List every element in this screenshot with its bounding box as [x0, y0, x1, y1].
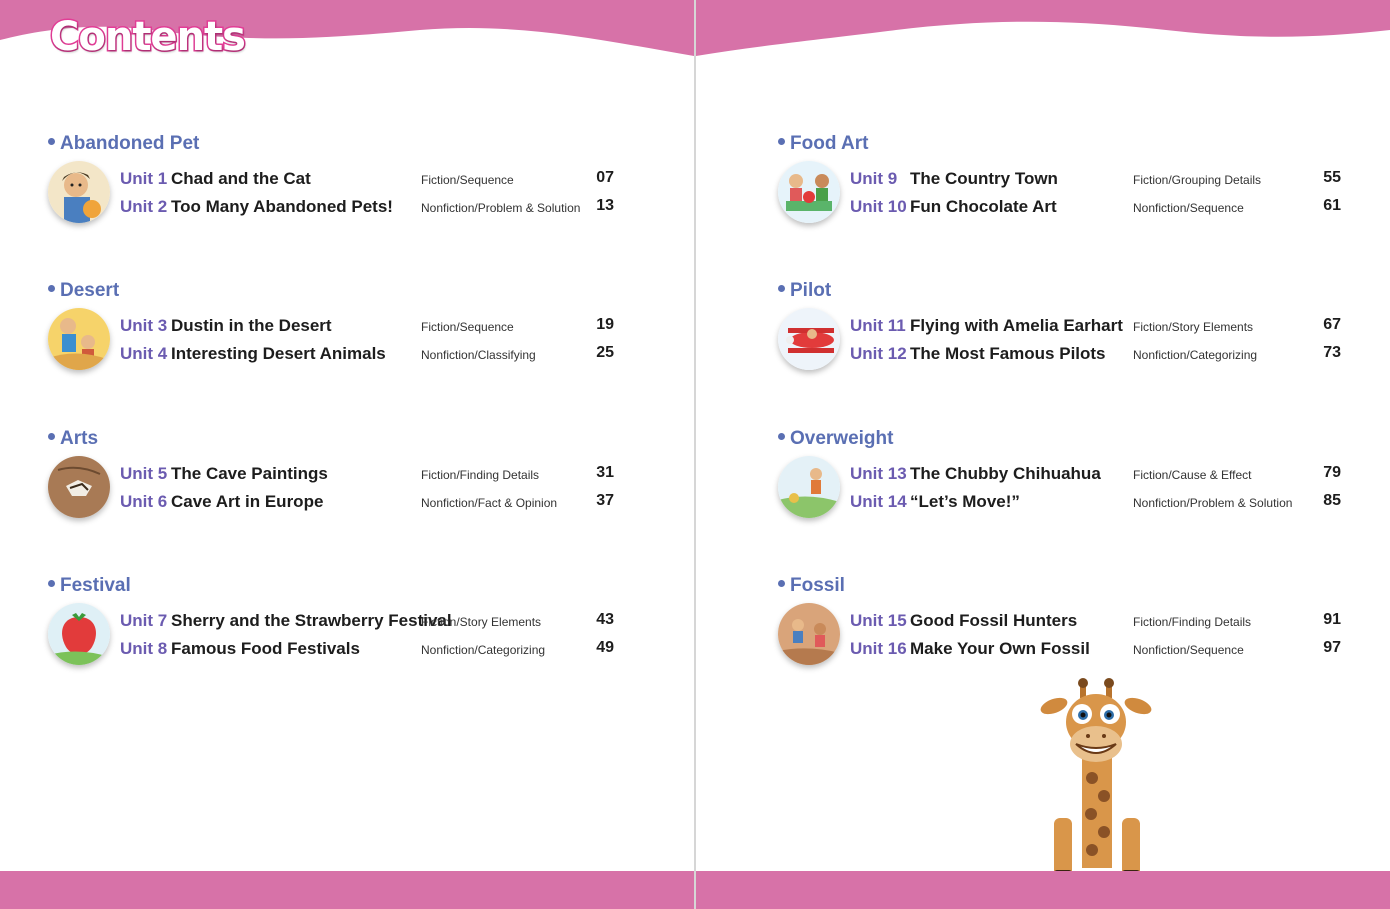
section-pilot [778, 280, 1358, 363]
section-arts [48, 428, 628, 511]
red-airplane-thumbnail [778, 308, 840, 370]
section-title: Festival [60, 575, 131, 596]
unit-title: The Cave Paintings [171, 464, 328, 483]
unit-title: Chad and the Cat [171, 169, 311, 188]
unit-genre: Nonfiction/Sequence [1133, 643, 1244, 657]
right-page [696, 0, 1390, 909]
unit-genre: Fiction/Story Elements [421, 615, 542, 629]
unit-title: Interesting Desert Animals [171, 344, 386, 363]
unit-title: Cave Art in Europe [171, 492, 324, 511]
unit-title: Dustin in the Desert [171, 316, 332, 335]
unit-title: Fun Chocolate Art [910, 197, 1057, 216]
page-number: 07 [596, 169, 614, 186]
unit-label: Unit 11 [850, 316, 906, 335]
section-title: Fossil [790, 575, 845, 596]
section-title: Overweight [790, 428, 894, 449]
page-number: 25 [596, 344, 614, 361]
page-number: 61 [1323, 197, 1341, 214]
page-number: 43 [596, 611, 614, 628]
boy-with-cat-thumbnail [48, 161, 110, 223]
unit-genre: Nonfiction/Classifying [421, 348, 536, 362]
page-number: 73 [1323, 344, 1341, 361]
bullet-icon [778, 433, 785, 440]
section-title: Desert [60, 280, 120, 301]
page-number: 31 [596, 464, 614, 481]
left-page [0, 0, 694, 909]
cave-painting-thumbnail [48, 456, 110, 518]
unit-label: Unit 14 [850, 492, 907, 511]
unit-genre: Nonfiction/Problem & Solution [421, 201, 581, 215]
unit-title: Flying with Amelia Earhart [910, 316, 1123, 335]
unit-genre: Fiction/Sequence [421, 173, 514, 187]
unit-genre: Fiction/Finding Details [421, 468, 540, 482]
unit-genre: Nonfiction/Categorizing [1133, 348, 1258, 362]
unit-title: Famous Food Festivals [171, 639, 360, 658]
page-number: 67 [1323, 316, 1341, 333]
bullet-icon [778, 138, 785, 145]
section-title: Arts [60, 428, 99, 449]
unit-title: “Let’s Move!” [910, 492, 1020, 511]
bottom-banner [696, 871, 1390, 909]
bullet-icon [48, 433, 55, 440]
unit-genre: Fiction/Finding Details [1133, 615, 1252, 629]
unit-genre: Nonfiction/Sequence [1133, 201, 1244, 215]
kids-food-art-thumbnail [778, 161, 840, 223]
unit-label: Unit 9 [850, 169, 898, 188]
section-festival [48, 575, 628, 658]
bullet-icon [778, 580, 785, 587]
unit-title: Too Many Abandoned Pets! [171, 197, 393, 216]
unit-genre: Nonfiction/Problem & Solution [1133, 496, 1293, 510]
unit-label: Unit 12 [850, 344, 907, 363]
unit-genre: Nonfiction/Categorizing [421, 643, 546, 657]
section-title: Food Art [790, 133, 869, 154]
section-title: Pilot [790, 280, 832, 301]
unit-label: Unit 15 [850, 611, 907, 630]
unit-label: Unit 8 [120, 639, 168, 658]
page-number: 97 [1323, 639, 1341, 656]
unit-title: The Chubby Chihuahua [910, 464, 1101, 483]
bullet-icon [48, 138, 55, 145]
page-number: 37 [596, 492, 614, 509]
strawberry-thumbnail [48, 603, 110, 665]
unit-label: Unit 3 [120, 316, 168, 335]
unit-label: Unit 7 [120, 611, 168, 630]
section-title: Abandoned Pet [60, 133, 200, 154]
section-overweight [778, 428, 1358, 511]
unit-genre: Fiction/Cause & Effect [1133, 468, 1252, 482]
section-abandoned-pet [48, 133, 628, 216]
unit-label: Unit 6 [120, 492, 168, 511]
page-number: 79 [1323, 464, 1341, 481]
unit-genre: Nonfiction/Fact & Opinion [421, 496, 558, 510]
unit-genre: Fiction/Story Elements [1133, 320, 1254, 334]
unit-label: Unit 2 [120, 197, 168, 216]
unit-label: Unit 4 [120, 344, 168, 363]
unit-genre: Fiction/Grouping Details [1133, 173, 1262, 187]
bullet-icon [48, 580, 55, 587]
kids-fossils-thumbnail [778, 603, 840, 665]
section-fossil [778, 575, 1358, 658]
unit-label: Unit 13 [850, 464, 907, 483]
unit-title: The Country Town [910, 169, 1058, 188]
top-wave-banner [696, 0, 1390, 70]
unit-title: Sherry and the Strawberry Festival [171, 611, 452, 630]
page-number: 85 [1323, 492, 1341, 509]
unit-title: Good Fossil Hunters [910, 611, 1078, 630]
bullet-icon [778, 285, 785, 292]
page-number: 91 [1323, 611, 1341, 628]
page-number: 13 [596, 197, 614, 214]
desert-kids-thumbnail [48, 308, 110, 370]
bullet-icon [48, 285, 55, 292]
page-title: Contents [50, 14, 245, 60]
unit-title: Make Your Own Fossil [910, 639, 1090, 658]
page-number: 19 [596, 316, 614, 333]
bottom-banner [0, 871, 694, 909]
boy-running-thumbnail [778, 456, 840, 518]
page-number: 55 [1323, 169, 1341, 186]
unit-label: Unit 10 [850, 197, 907, 216]
unit-label: Unit 1 [120, 169, 168, 188]
unit-label: Unit 5 [120, 464, 168, 483]
unit-genre: Fiction/Sequence [421, 320, 514, 334]
section-desert [48, 280, 628, 363]
unit-title: The Most Famous Pilots [910, 344, 1106, 363]
page-number: 49 [596, 639, 614, 656]
section-food-art [778, 133, 1358, 216]
unit-label: Unit 16 [850, 639, 907, 658]
giraffe-mascot-icon [1036, 678, 1156, 884]
